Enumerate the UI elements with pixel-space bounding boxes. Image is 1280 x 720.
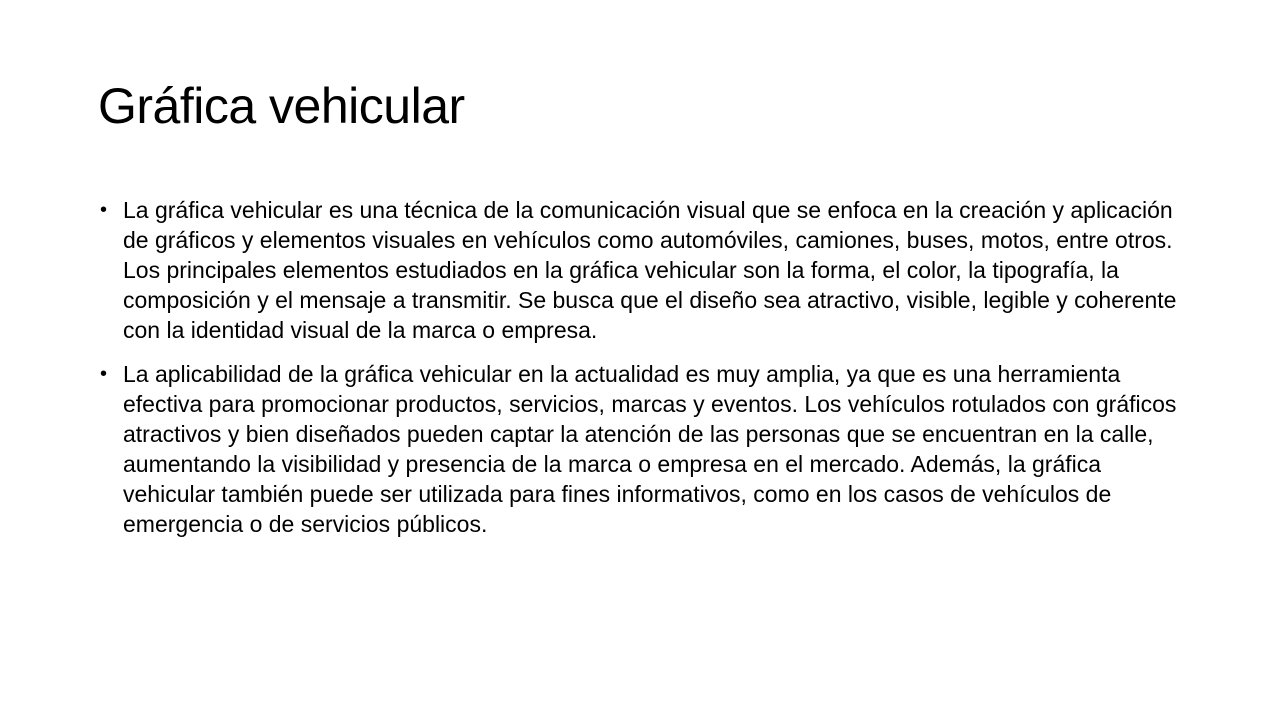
bullet-text: La aplicabilidad de la gráfica vehicular en la actualidad es muy amplia, ya que es una herramienta efectiva para promocionar productos, servicios, marcas y eventos. Los vehículos rotulados con gráficos atractivos y bien diseñados pueden captar la atención de las personas que se encuentran en la calle, aumentando la visibilidad y presencia de la marca o empresa en el mercado. Además, la gráfica vehicular también puede ser utilizada para fines informativos, como en los casos de vehículos de emergencia o de servicios públicos. <box>123 361 1177 537</box>
bullet-marker: • <box>100 363 108 385</box>
slide-title: Gráfica vehicular <box>98 78 465 134</box>
bullet-text: La gráfica vehicular es una técnica de la comunicación visual que se enfoca en la creación y aplicación de gráficos y elementos visuales en vehículos como automóviles, camiones, buses, motos, entre otros. Los principales elementos estudiados en la gráfica vehicular son la forma, el color, la tipografía, la composición y el mensaje a transmitir. Se busca que el diseño sea atractivo, visible, legible y coherente con la identidad visual de la marca o empresa. <box>123 197 1177 343</box>
bullet-item <box>100 195 1190 345</box>
bullet-list <box>100 195 1190 553</box>
bullet-item <box>100 359 1190 539</box>
bullet-marker: • <box>100 199 108 221</box>
